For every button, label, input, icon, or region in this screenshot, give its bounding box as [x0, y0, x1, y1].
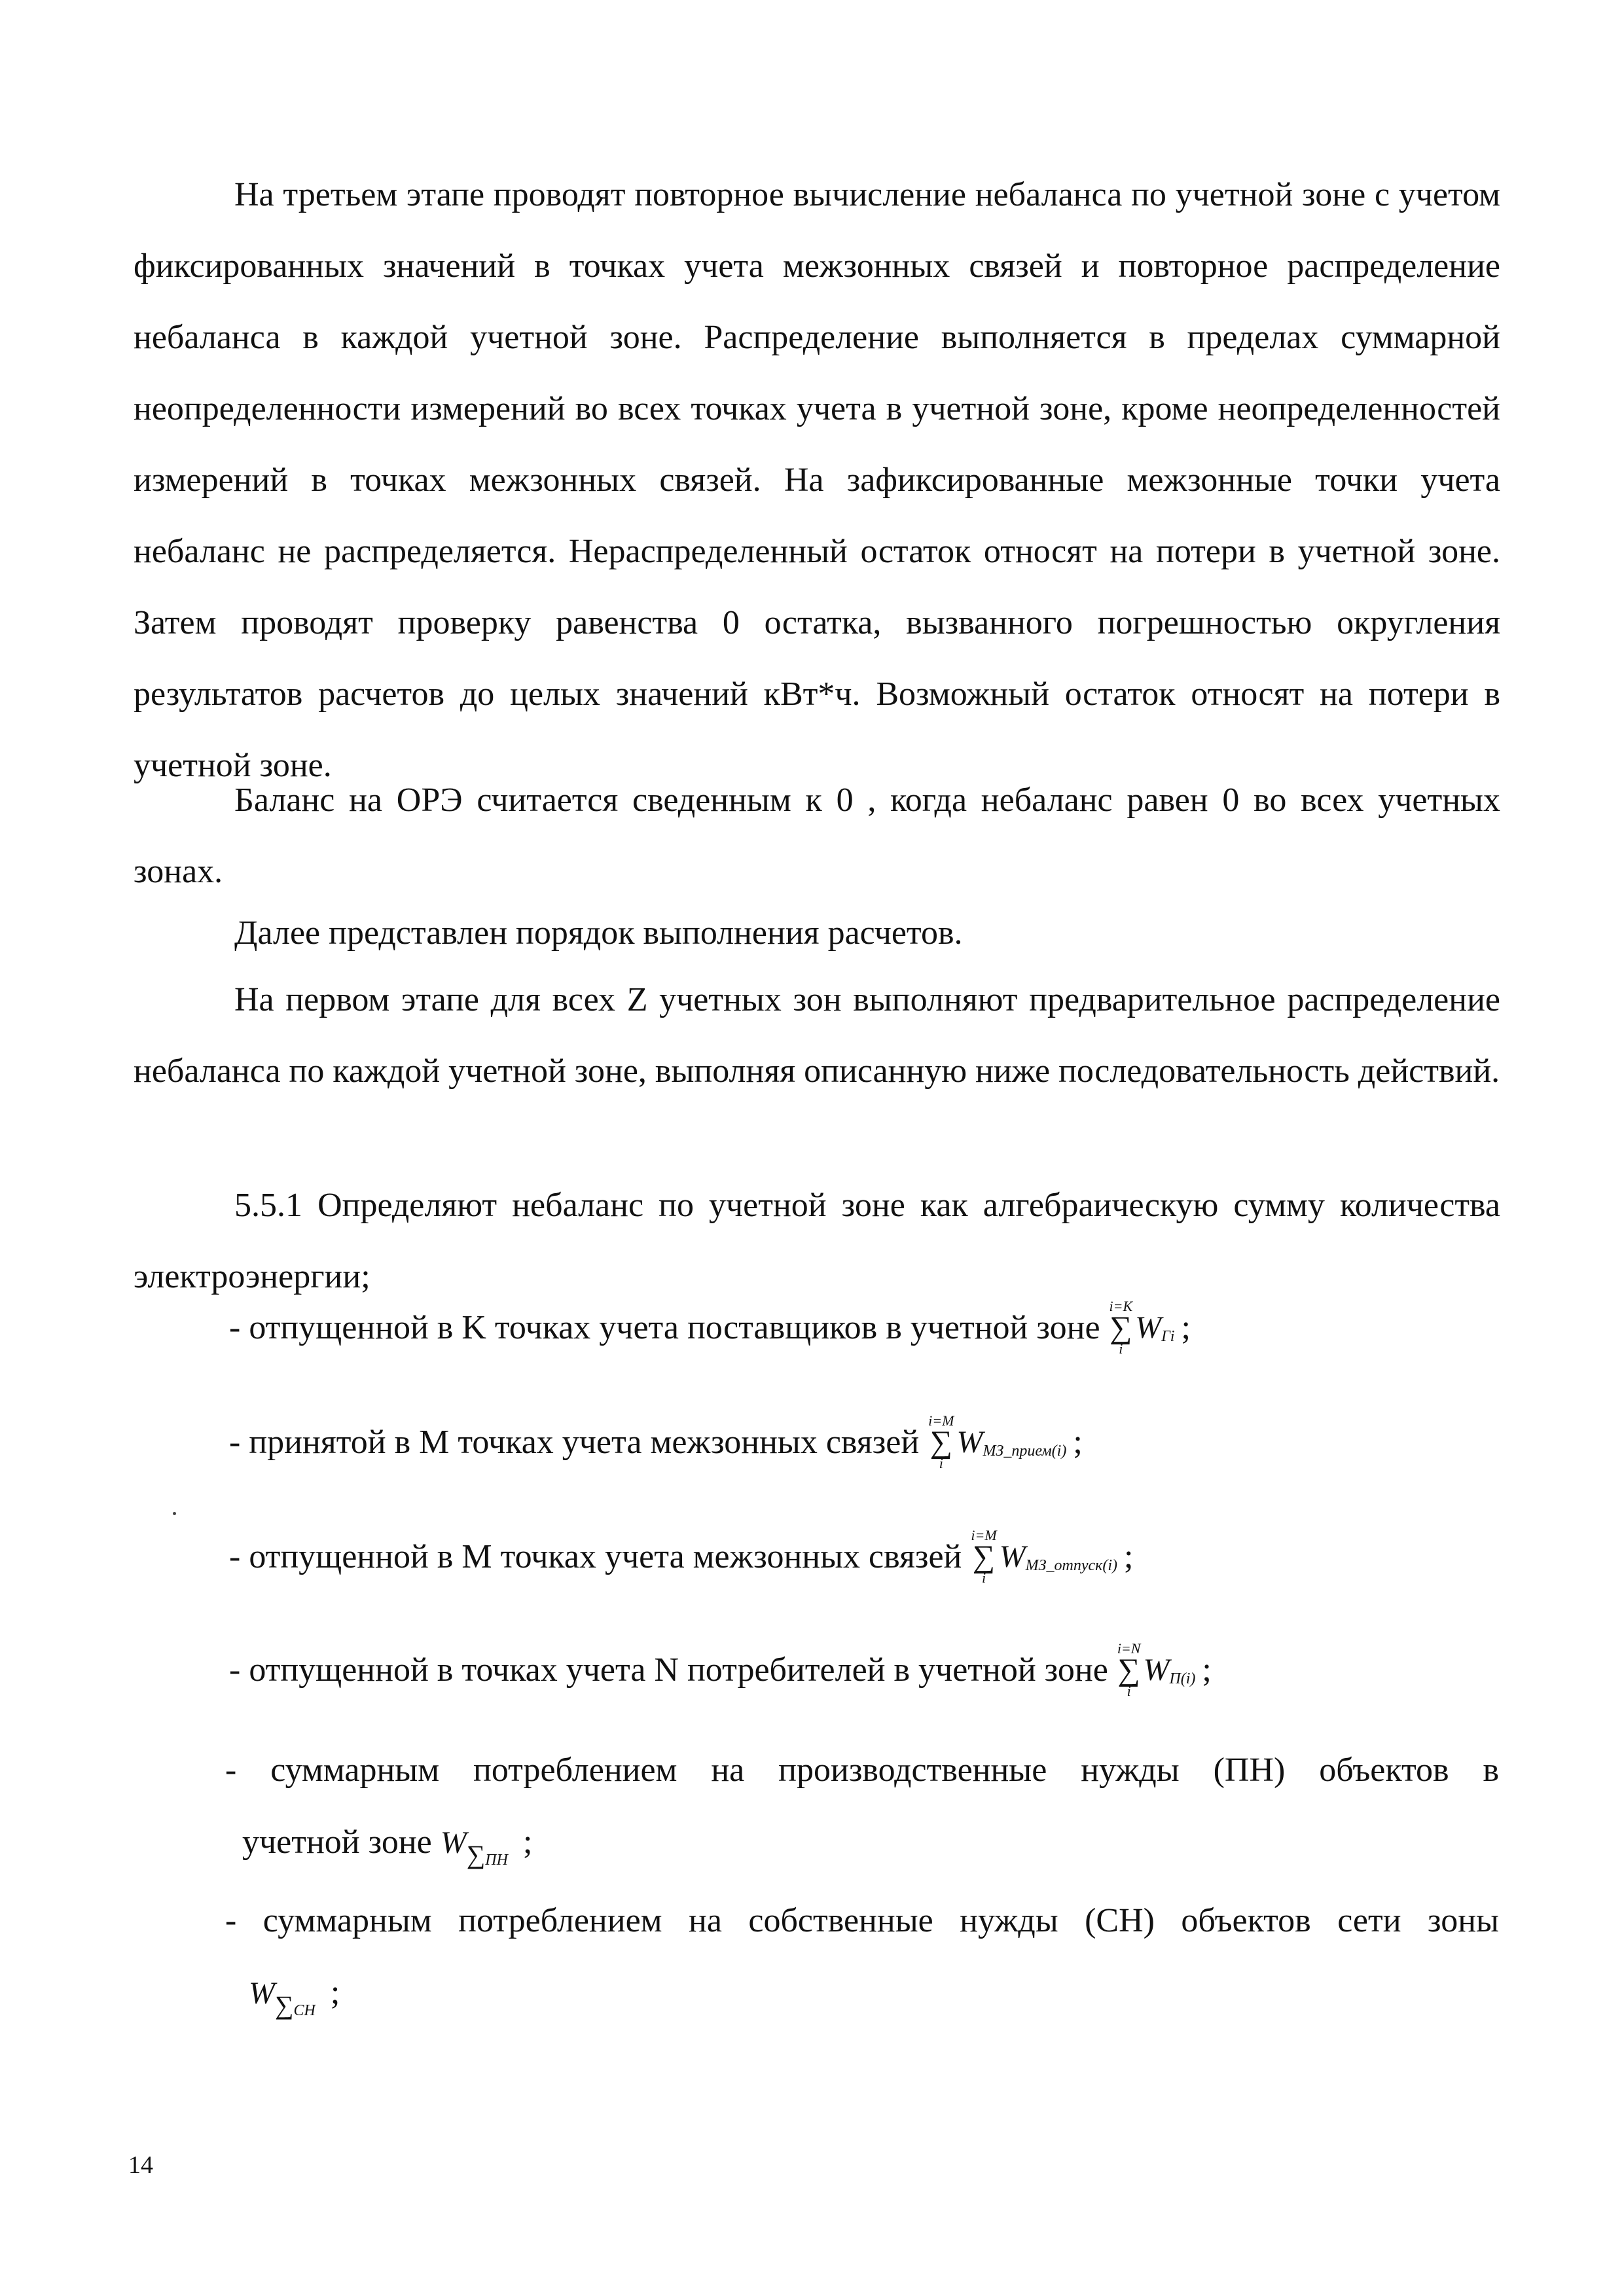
formula-subscript: ПН: [485, 1852, 508, 1869]
sigma-icon: ∑: [1110, 1310, 1132, 1345]
paragraph-order: Далее представлен порядок выполнения расчетов.: [234, 914, 963, 952]
formula-end: ;: [522, 1823, 533, 1861]
paragraph-balance: Баланс на ОРЭ считается сведенным к 0 , когда небаланс равен 0 во всех учетных зонах.: [134, 781, 1500, 890]
formula-end: ;: [1181, 1309, 1191, 1347]
scan-speck: [173, 1512, 176, 1515]
sum-upper-limit: i=K: [1109, 1298, 1133, 1314]
list-item-consumer-points: [229, 1641, 1212, 1698]
list-item-text: - отпущенной в M точках учета межзонных связей: [229, 1538, 962, 1576]
list-item-text: - отпущенной в K точках учета поставщиков в учетной зоне: [229, 1309, 1100, 1347]
list-item-text: - отпущенной в точках учета N потребителей в учетной зоне: [229, 1651, 1108, 1689]
formula-subscript: П(i): [1169, 1670, 1196, 1688]
formula-variable: W: [1143, 1653, 1170, 1688]
sum-lower-limit: i: [939, 1455, 943, 1472]
sum-upper-limit: i=N: [1117, 1640, 1141, 1657]
formula-end: ;: [1202, 1651, 1212, 1689]
list-item-text: - принятой в M точках учета межзонных связей: [229, 1424, 920, 1462]
sum-upper-limit: i=M: [971, 1527, 997, 1543]
sum-lower-limit: i: [1119, 1340, 1123, 1357]
list-item-continuation: [225, 1957, 1499, 2035]
list-item-production-needs: [225, 1734, 1499, 1884]
list-item-interzone-received: [229, 1414, 1083, 1471]
sigma-icon: ∑: [1117, 1653, 1140, 1687]
sigma-icon: ∑: [929, 1425, 952, 1460]
formula-subscript: МЗ_отпуск(i): [1025, 1557, 1118, 1575]
list-item-text-cont: учетной зоне: [242, 1823, 432, 1861]
formula-variable: W: [1135, 1310, 1162, 1346]
list-item-text: - суммарным потреблением на собственные нужды (СН) объектов сети зоны: [225, 1902, 1499, 1939]
sum-symbol: [971, 1528, 996, 1585]
sigma-icon: ∑: [274, 1990, 294, 2020]
sigma-icon: ∑: [466, 1840, 486, 1869]
sum-lower-limit: i: [1127, 1683, 1131, 1700]
list-item-continuation: [225, 1806, 1499, 1884]
list-item-supplier-points: [229, 1299, 1191, 1356]
formula-subscript: Гi: [1161, 1328, 1175, 1346]
sigma-icon: ∑: [972, 1539, 996, 1574]
paragraph-first-stage: На первом этапе для всех Z учетных зон выполняют предварительное распределение небаланса по каждой учетной зоне, выполняя описанную ниже последовательность действий.: [134, 981, 1500, 1090]
paragraph-third-stage: На третьем этапе проводят повторное вычисление небаланса по учетной зоне с учетом фиксированных значений в точках учета межзонных связей и повторное распределение небаланса в каждой учетной зоне. Распределение выполняется в пределах суммарной неопределенности измерений во всех точках учета в учетной зоне, кроме неопределенностей измерений в точках межзонных связей. На зафиксированные межзонные точки учета небаланс не распределяется. Нераспределенный остаток относят на потери в учетной зоне. Затем проводят проверку равенства 0 остатка, вызванного погрешностью округления результатов расчетов до целых значений кВт*ч. Возможный остаток относят на потери в учетной зоне.: [134, 176, 1500, 784]
sum-symbol: [1110, 1299, 1133, 1356]
list-item-text: - суммарным потреблением на производственные нужды (ПН) объектов в: [225, 1751, 1499, 1789]
sum-upper-limit: i=M: [928, 1412, 954, 1429]
formula-subscript: СН: [293, 2002, 316, 2019]
sum-symbol: [928, 1414, 954, 1471]
formula-variable: W: [249, 1976, 275, 2011]
formula-variable: W: [999, 1539, 1026, 1575]
formula-end: ;: [330, 1974, 340, 2011]
formula-variable: W: [440, 1825, 467, 1860]
list-item-interzone-released: [229, 1528, 1133, 1585]
sum-lower-limit: i: [981, 1570, 986, 1587]
sum-symbol: [1117, 1641, 1141, 1698]
formula-variable: W: [956, 1425, 983, 1460]
paragraph-section-5-5-1: 5.5.1 Определяют небаланс по учетной зоне как алгебраическую сумму количества электроэнергии;: [134, 1187, 1500, 1295]
formula-end: ;: [1124, 1538, 1134, 1576]
formula-end: ;: [1073, 1424, 1083, 1462]
list-item-own-needs: [225, 1885, 1499, 2035]
formula-subscript: МЗ_прием(i): [983, 1443, 1067, 1460]
page-number: 14: [128, 2151, 153, 2179]
